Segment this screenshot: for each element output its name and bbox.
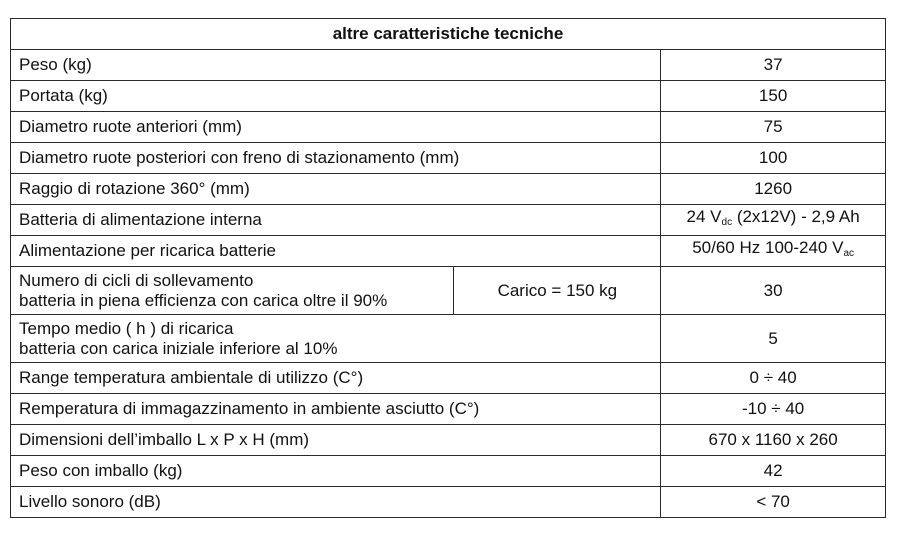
spec-label: Dimensioni dell’imballo L x P x H (mm) xyxy=(11,425,661,456)
label-line: Tempo medio ( h ) di ricarica xyxy=(19,318,234,338)
spec-value: 150 xyxy=(661,81,886,112)
table-row xyxy=(11,236,886,267)
spec-value: 1260 xyxy=(661,174,886,205)
spec-value: -10 ÷ 40 xyxy=(661,394,886,425)
value-text: 50/60 Hz 100-240 V xyxy=(692,238,844,257)
spec-label: Livello sonoro (dB) xyxy=(11,487,661,518)
spec-value: 30 xyxy=(661,267,886,315)
table-header-row xyxy=(11,19,886,50)
value-subscript: ac xyxy=(843,248,854,259)
spec-value: < 70 xyxy=(661,487,886,518)
spec-value: 42 xyxy=(661,456,886,487)
spec-label: Diametro ruote anteriori (mm) xyxy=(11,112,661,143)
spec-value: 37 xyxy=(661,50,886,81)
spec-label xyxy=(11,267,454,315)
table-row xyxy=(11,363,886,394)
table-row xyxy=(11,174,886,205)
table-row xyxy=(11,425,886,456)
table-row xyxy=(11,315,886,363)
spec-label: Diametro ruote posteriori con freno di stazionamento (mm) xyxy=(11,143,661,174)
spec-condition: Carico = 150 kg xyxy=(454,267,661,315)
value-text: 24 V xyxy=(686,207,722,226)
label-line: Numero di cicli di sollevamento xyxy=(19,270,254,290)
value-text: (2x12V) - 2,9 Ah xyxy=(732,207,860,226)
table-row xyxy=(11,81,886,112)
table-row xyxy=(11,487,886,518)
spec-value xyxy=(661,205,886,236)
spec-label: Portata (kg) xyxy=(11,81,661,112)
table-row xyxy=(11,394,886,425)
spec-label: Peso con imballo (kg) xyxy=(11,456,661,487)
spec-value: 75 xyxy=(661,112,886,143)
spec-value: 0 ÷ 40 xyxy=(661,363,886,394)
spec-label: Batteria di alimentazione interna xyxy=(11,205,661,236)
spec-label: Range temperatura ambientale di utilizzo (C°) xyxy=(11,363,661,394)
label-line: batteria in piena efficienza con carica oltre il 90% xyxy=(19,290,388,310)
spec-label: Remperatura di immagazzinamento in ambiente asciutto (C°) xyxy=(11,394,661,425)
table-row xyxy=(11,267,886,315)
spec-label xyxy=(11,315,661,363)
table-row xyxy=(11,50,886,81)
spec-label: Peso (kg) xyxy=(11,50,661,81)
spec-value: 100 xyxy=(661,143,886,174)
spec-value: 5 xyxy=(661,315,886,363)
technical-specs-table xyxy=(10,18,886,518)
table-row xyxy=(11,112,886,143)
spec-value xyxy=(661,236,886,267)
table-row xyxy=(11,456,886,487)
spec-label: Alimentazione per ricarica batterie xyxy=(11,236,661,267)
spec-value: 670 x 1160 x 260 xyxy=(661,425,886,456)
table-title: altre caratteristiche tecniche xyxy=(11,19,886,50)
value-subscript: dc xyxy=(721,217,733,228)
label-line: batteria con carica iniziale inferiore al 10% xyxy=(19,338,338,358)
table-row xyxy=(11,205,886,236)
spec-label: Raggio di rotazione 360° (mm) xyxy=(11,174,661,205)
table-row xyxy=(11,143,886,174)
